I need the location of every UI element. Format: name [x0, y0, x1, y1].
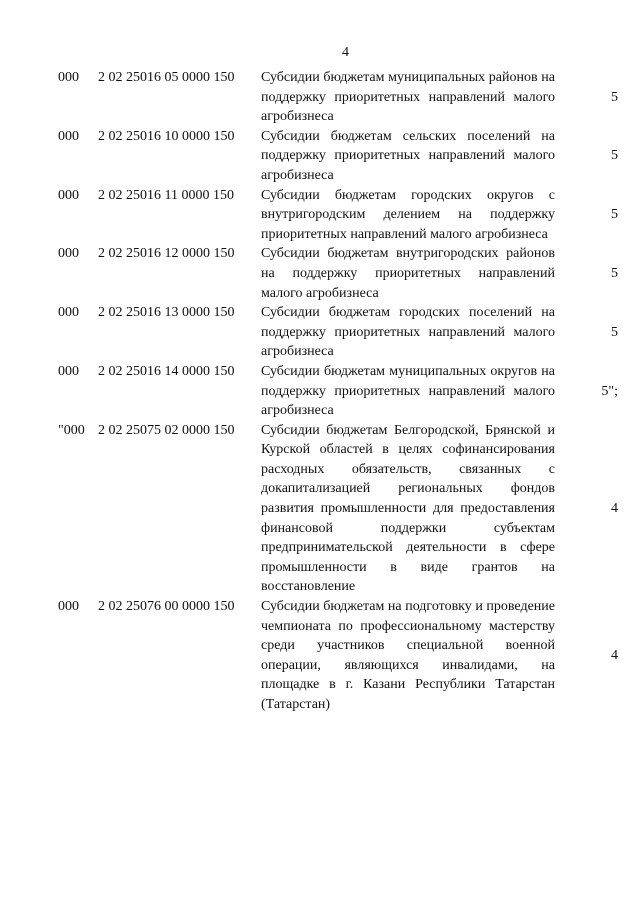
budget-code-cell: 2 02 25016 11 0000 150	[98, 187, 234, 203]
description-cell: Субсидии бюджетам внутригородских районов на поддержку приоритетных направлений малого агробизнеса	[261, 246, 555, 301]
admin-code-cell: 000	[58, 128, 79, 144]
admin-code-cell: 000	[58, 305, 79, 321]
value-cell: 5	[611, 207, 618, 223]
admin-code-cell: 000	[58, 363, 79, 379]
admin-code-cell: 000	[58, 70, 79, 85]
budget-codes-table	[58, 68, 618, 715]
admin-code-cell: 000	[58, 187, 79, 203]
admin-code-cell: 000	[58, 246, 79, 262]
value-cell: 5";	[601, 383, 618, 399]
budget-code-cell: 2 02 25016 14 0000 150	[98, 363, 235, 379]
value-cell: 5	[611, 148, 618, 164]
budget-code-cell: 2 02 25016 05 0000 150	[98, 70, 235, 85]
budget-code-cell: 2 02 25016 12 0000 150	[98, 246, 235, 262]
value-cell: 5	[611, 89, 618, 105]
table-row	[58, 127, 618, 186]
table-row	[58, 186, 618, 245]
table-row	[58, 68, 618, 127]
value-cell: 4	[611, 501, 618, 517]
budget-code-cell: 2 02 25075 02 0000 150	[98, 422, 235, 438]
description-cell: Субсидии бюджетам на подготовку и проведение чемпионата по профессиональному мастерству среди участников специальной военной операции, являющихся инвалидами, на площадке в г. Казани Республики Татарстан (Татарстан)	[261, 599, 555, 712]
description-cell: Субсидии бюджетам городских поселений на поддержку приоритетных направлений малого агробизнеса	[261, 305, 555, 360]
table-row	[58, 244, 618, 303]
table-row	[58, 362, 618, 421]
admin-code-cell: 000	[58, 599, 79, 615]
page-number: 4	[342, 45, 349, 60]
description-cell: Субсидии бюджетам сельских поселений на поддержку приоритетных направлений малого агробизнеса	[261, 128, 555, 183]
table-row	[58, 303, 618, 362]
value-cell: 5	[611, 265, 618, 281]
description-cell: Субсидии бюджетам муниципальных районов на поддержку приоритетных направлений малого агробизнеса	[261, 70, 555, 125]
value-cell: 4	[611, 648, 618, 664]
budget-code-cell: 2 02 25016 13 0000 150	[98, 305, 235, 321]
description-cell: Субсидии бюджетам муниципальных округов на поддержку приоритетных направлений малого агробизнеса	[261, 363, 555, 419]
budget-code-cell: 2 02 25076 00 0000 150	[98, 599, 235, 615]
admin-code-cell: "000	[58, 422, 85, 438]
description-cell: Субсидии бюджетам городских округов с внутригородским делением на поддержку приоритетных направлений малого агробизнеса	[261, 187, 555, 242]
table-row	[58, 597, 618, 715]
value-cell: 5	[611, 324, 618, 340]
budget-code-cell: 2 02 25016 10 0000 150	[98, 128, 235, 144]
table-row	[58, 421, 618, 597]
description-cell: Субсидии бюджетам Белгородской, Брянской и Курской областей в целях софинансирования расходных обязательств, связанных с докапитализацией региональных фондов развития промышленности для предоставления финансовой поддержки субъектам предпринимательской деятельности в сфере промышленности в виде грантов на восстановление	[261, 422, 555, 595]
